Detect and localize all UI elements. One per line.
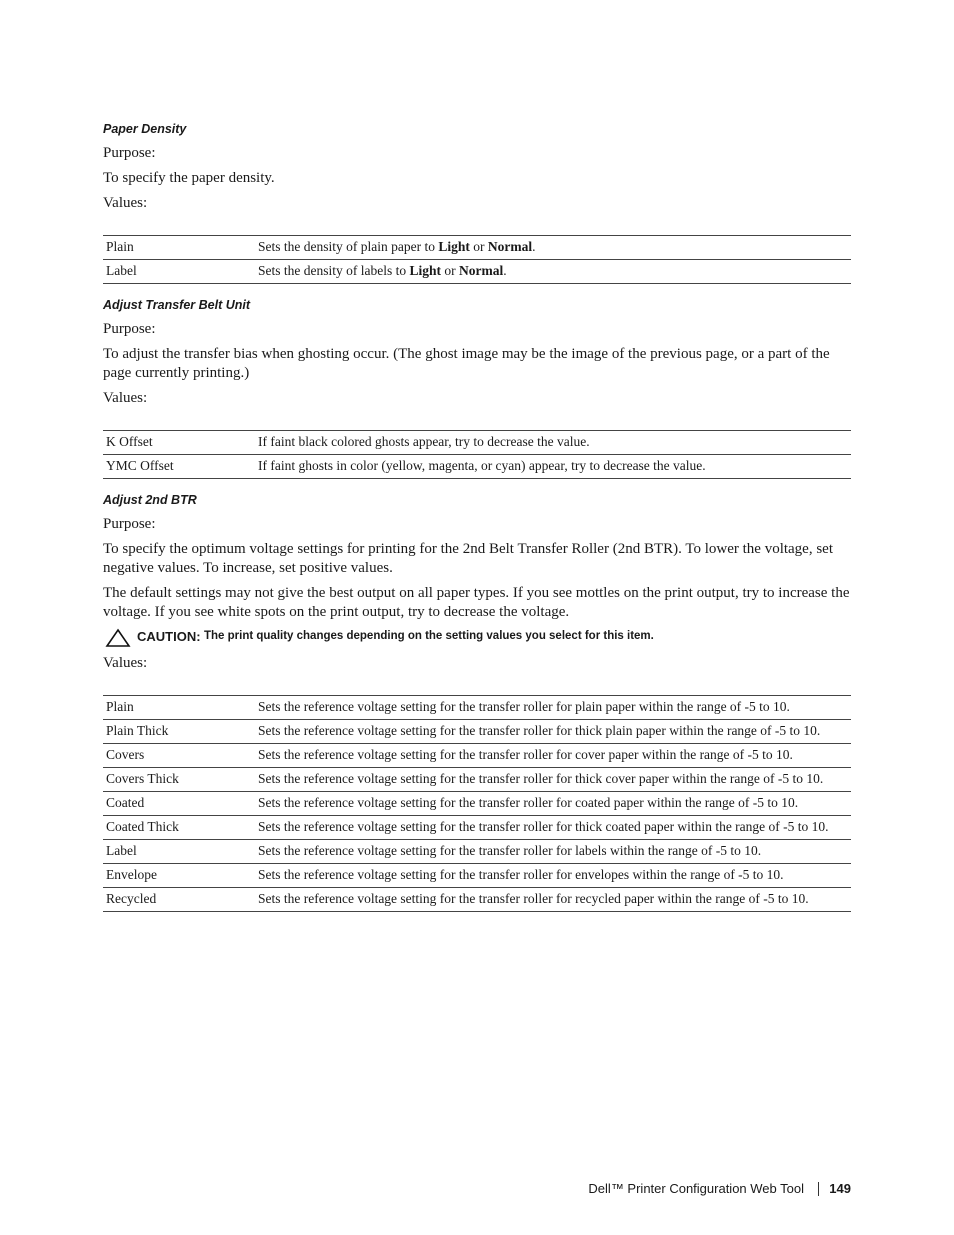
- purpose-label: Purpose:: [103, 321, 156, 337]
- page-footer: [0, 1180, 851, 1200]
- value-description: Sets the reference voltage setting for the transfer roller for thick plain paper within the range of -5 to 10.: [255, 720, 851, 744]
- table-row: [103, 888, 851, 912]
- section-heading-adjust-transfer-belt-unit: Adjust Transfer Belt Unit: [103, 298, 251, 312]
- values-label: Values:: [103, 390, 148, 406]
- value-name: Covers: [103, 744, 255, 768]
- section-heading-paper-density: Paper Density: [103, 122, 187, 136]
- value-name: Envelope: [103, 864, 255, 888]
- value-description: Sets the reference voltage setting for the transfer roller for thick coated paper within the range of -5 to 10.: [255, 816, 851, 840]
- caution-label: CAUTION:: [137, 629, 201, 644]
- caution-note: [103, 628, 851, 648]
- value-name: Plain: [106, 239, 134, 254]
- section-heading-adjust-2nd-btr: Adjust 2nd BTR: [103, 493, 197, 507]
- values-label: Values:: [103, 195, 148, 211]
- value-name: Label: [103, 260, 255, 284]
- purpose-label: Purpose:: [103, 145, 156, 161]
- purpose-text-2: The default settings may not give the best output on all paper types. If you see mottles on the print output, try to increase the voltage. If you see white spots on the print output, try to decrease the voltage.: [103, 585, 850, 620]
- value-name: Plain: [106, 699, 134, 714]
- purpose-text: To specify the optimum voltage settings for printing for the 2nd Belt Transfer Roller (2nd BTR). To lower the voltage, set negative values. To increase, set positive values.: [103, 541, 834, 576]
- value-description: Sets the reference voltage setting for the transfer roller for plain paper within the range of -5 to 10.: [258, 699, 790, 714]
- table-row: [103, 260, 851, 284]
- value-description: Sets the reference voltage setting for the transfer roller for thick cover paper within the range of -5 to 10.: [255, 768, 851, 792]
- purpose-text: To adjust the transfer bias when ghosting occur. (The ghost image may be the image of the previous page, or a part of the page currently printing.): [103, 346, 830, 381]
- footer-divider: [818, 1182, 819, 1196]
- value-name: Coated Thick: [103, 816, 255, 840]
- table-row: [103, 455, 851, 479]
- values-table-transfer-belt: [103, 430, 851, 479]
- table-row: [103, 840, 851, 864]
- value-description: Sets the density of plain paper to Light or Normal.: [258, 239, 536, 254]
- value-description: Sets the reference voltage setting for the transfer roller for envelopes within the range of -5 to 10.: [255, 864, 851, 888]
- value-name: Label: [103, 840, 255, 864]
- table-row: [103, 768, 851, 792]
- table-row: [103, 720, 851, 744]
- value-description: Sets the reference voltage setting for the transfer roller for cover paper within the range of -5 to 10.: [255, 744, 851, 768]
- value-name: Recycled: [103, 888, 255, 912]
- values-table-2nd-btr: [103, 695, 851, 912]
- value-name: Plain Thick: [103, 720, 255, 744]
- value-name: YMC Offset: [103, 455, 255, 479]
- table-row: [103, 696, 851, 720]
- table-row: [103, 236, 851, 260]
- purpose-text: To specify the paper density.: [103, 170, 275, 186]
- caution-text: The print quality changes depending on the setting values you select for this item.: [204, 630, 654, 642]
- value-description: Sets the reference voltage setting for the transfer roller for labels within the range of -5 to 10.: [255, 840, 851, 864]
- value-name: K Offset: [106, 434, 153, 449]
- table-row: [103, 431, 851, 455]
- table-row: [103, 864, 851, 888]
- page-number: 149: [829, 1181, 851, 1196]
- footer-title: Dell™ Printer Configuration Web Tool: [588, 1181, 804, 1196]
- value-description: If faint black colored ghosts appear, try to decrease the value.: [258, 434, 590, 449]
- values-table-paper-density: [103, 235, 851, 284]
- value-description: Sets the reference voltage setting for the transfer roller for coated paper within the range of -5 to 10.: [255, 792, 851, 816]
- value-name: Covers Thick: [103, 768, 255, 792]
- table-row: [103, 792, 851, 816]
- value-description: If faint ghosts in color (yellow, magenta, or cyan) appear, try to decrease the value.: [255, 455, 851, 479]
- purpose-label: Purpose:: [103, 516, 156, 532]
- value-name: Coated: [103, 792, 255, 816]
- table-row: [103, 816, 851, 840]
- caution-triangle-icon: [105, 628, 131, 648]
- value-description: Sets the density of labels to Light or Normal.: [255, 260, 851, 284]
- value-description: Sets the reference voltage setting for the transfer roller for recycled paper within the range of -5 to 10.: [255, 888, 851, 912]
- table-row: [103, 744, 851, 768]
- values-label: Values:: [103, 655, 148, 671]
